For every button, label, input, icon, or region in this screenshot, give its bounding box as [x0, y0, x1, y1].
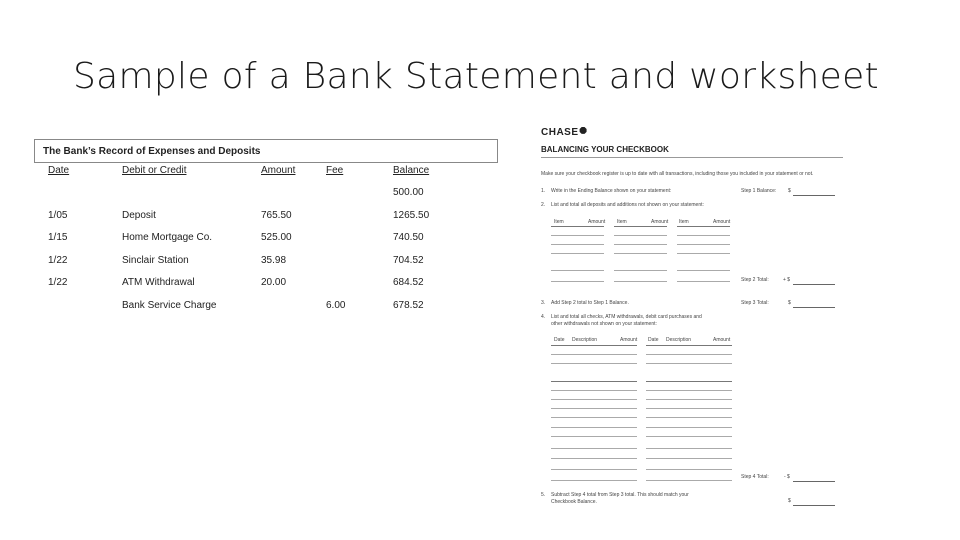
step4-total-fill-line: [793, 481, 835, 482]
column-header-balance: Balance: [393, 165, 430, 176]
row-date: 1/15: [48, 232, 68, 243]
step4-total-label: Step 4 Total:: [741, 474, 769, 480]
table-row: [34, 210, 498, 226]
step1-currency: $: [788, 188, 791, 194]
step3-total-label: Step 3 Total:: [741, 300, 769, 306]
step2-col-amount: Amount: [713, 219, 731, 225]
step2-currency: + $: [783, 277, 791, 283]
row-amount: 525.00: [261, 232, 292, 243]
statement-heading: The Bank’s Record of Expenses and Deposits: [34, 139, 498, 163]
row-balance: 740.50: [393, 232, 424, 243]
row-description: Home Mortgage Co.: [122, 232, 213, 243]
step2-total-fill-line: [793, 284, 835, 285]
step2-col-item: Item: [554, 219, 564, 225]
table-row: [34, 187, 498, 203]
row-description: Deposit: [122, 210, 156, 221]
step4-number: 4.: [541, 314, 546, 320]
step2-text: List and total all deposits and additions not shown on your statement:: [551, 202, 704, 208]
row-balance: 1265.50: [393, 210, 430, 221]
chase-logo-text: CHASE: [541, 127, 579, 138]
step4-currency: - $: [784, 474, 790, 480]
step4-col-description: Description: [572, 337, 598, 343]
row-amount: 20.00: [261, 277, 287, 288]
step4-text: List and total all checks, ATM withdrawals, debit card purchases and: [551, 314, 702, 320]
row-balance: 500.00: [393, 187, 424, 198]
worksheet-intro: Make sure your checkbook register is up to date with all transactions, including those you included in your statement or not.: [541, 171, 814, 177]
step3-total-fill-line: [793, 307, 835, 308]
octagon-icon: ⯃: [579, 126, 588, 136]
step5-text-continued: Checkbook Balance.: [551, 499, 597, 505]
step5-number: 5.: [541, 492, 546, 498]
step4-col-amount: Amount: [620, 337, 638, 343]
bank-statement-table: [34, 139, 498, 333]
step1-fill-line: [793, 195, 835, 196]
table-row: [34, 232, 498, 248]
divider: [541, 157, 843, 158]
row-fee: 6.00: [326, 300, 346, 311]
row-date: 1/22: [48, 255, 68, 266]
table-row: [34, 277, 498, 293]
statement-grid: [34, 163, 498, 333]
column-header-amount: Amount: [261, 165, 296, 176]
chase-logo: [541, 126, 587, 138]
table-row: [34, 300, 498, 316]
step1-text: Write in the Ending Balance shown on your statement:: [551, 188, 672, 194]
step2-col-amount: Amount: [651, 219, 669, 225]
step5-currency: $: [788, 498, 791, 504]
slide-title: Sample of a Bank Statement and worksheet: [73, 56, 879, 97]
step3-text: Add Step 2 total to Step 1 Balance.: [551, 300, 629, 306]
step4-col-date: Date: [648, 337, 659, 343]
step5-fill-line: [793, 505, 835, 506]
row-date: 1/22: [48, 277, 68, 288]
row-balance: 684.52: [393, 277, 424, 288]
column-header-date: Date: [48, 165, 70, 176]
step2-col-item: Item: [679, 219, 689, 225]
step1-label: Step 1 Balance:: [741, 188, 777, 194]
table-row: [34, 255, 498, 271]
checkbook-worksheet: [530, 118, 860, 508]
row-date: 1/05: [48, 210, 68, 221]
step2-number: 2.: [541, 202, 546, 208]
step2-total-label: Step 2 Total:: [741, 277, 769, 283]
worksheet-title: BALANCING YOUR CHECKBOOK: [541, 145, 669, 154]
row-balance: 704.52: [393, 255, 424, 266]
row-balance: 678.52: [393, 300, 424, 311]
step3-currency: $: [788, 300, 791, 306]
column-header-debit-or-credit: Debit or Credit: [122, 165, 187, 176]
row-amount: 35.98: [261, 255, 287, 266]
step2-col-item: Item: [617, 219, 627, 225]
step1-number: 1.: [541, 188, 546, 194]
step2-col-amount: Amount: [588, 219, 606, 225]
step5-text: Subtract Step 4 total from Step 3 total. This should match your: [551, 492, 689, 498]
statement-header-row: [34, 165, 498, 181]
step4-col-date: Date: [554, 337, 565, 343]
row-description: ATM Withdrawal: [122, 277, 195, 288]
row-description: Bank Service Charge: [122, 300, 217, 311]
column-header-fee: Fee: [326, 165, 344, 176]
step4-col-amount: Amount: [713, 337, 731, 343]
row-description: Sinclair Station: [122, 255, 189, 266]
step4-text-continued: other withdrawals not shown on your statement:: [551, 321, 657, 327]
row-amount: 765.50: [261, 210, 292, 221]
step3-number: 3.: [541, 300, 546, 306]
step4-col-description: Description: [666, 337, 692, 343]
